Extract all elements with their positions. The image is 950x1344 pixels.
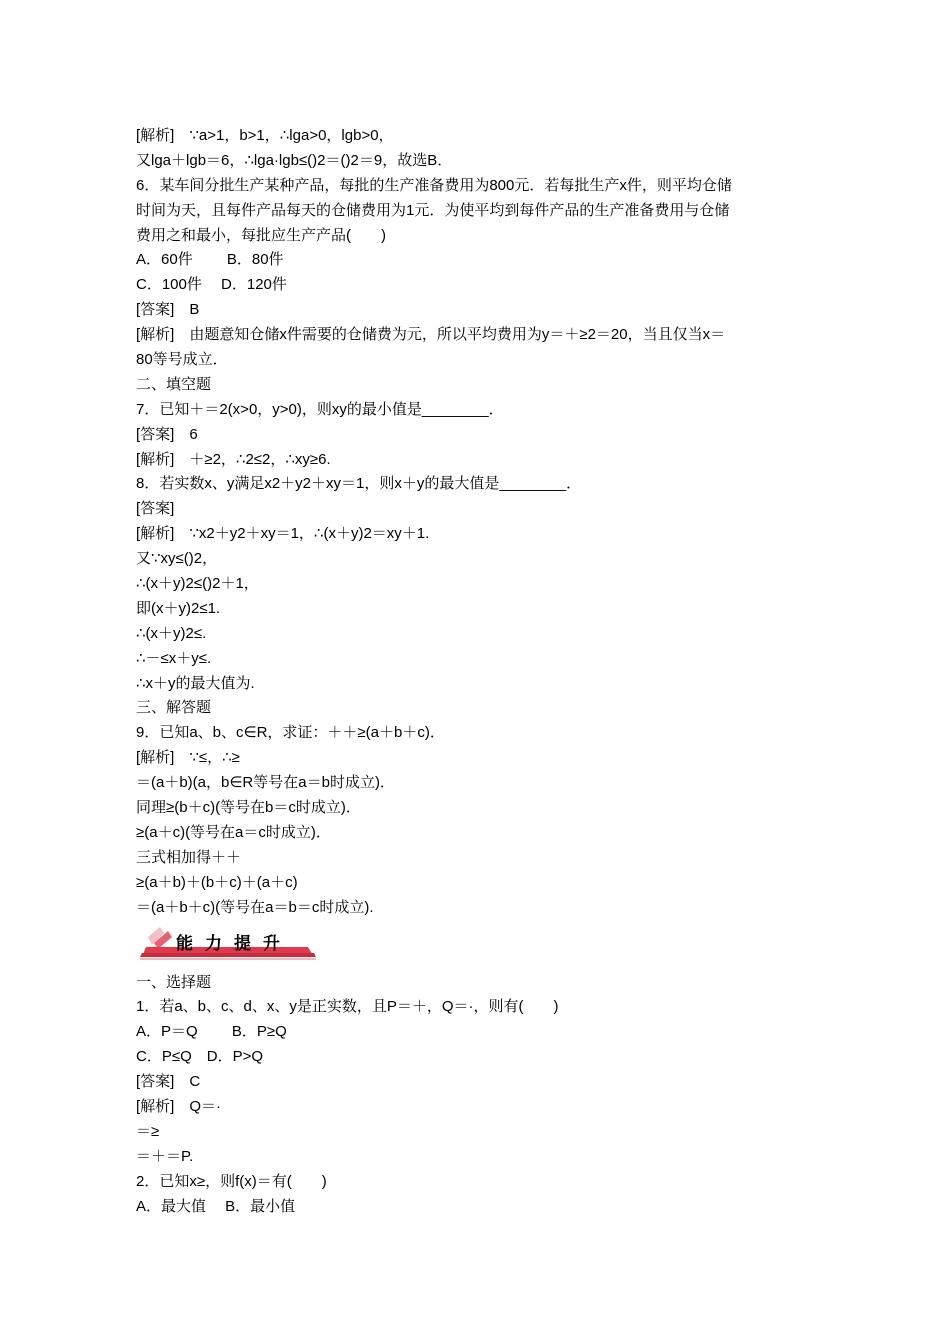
text-line: A．最大值 B．最小值: [136, 1197, 296, 1215]
document-content: [136, 124, 818, 1219]
text-line: [解析] ∵x2＋y2＋xy＝1，∴(x＋y)2＝xy＋1.: [136, 525, 430, 543]
text-line: 80等号成立．: [136, 351, 228, 369]
top-section: [136, 124, 818, 921]
text-line: ≥(a＋c)(等号在a＝c时成立)．: [136, 823, 331, 841]
text-line: 7．已知＋＝2(x>0，y>0)，则xy的最小值是________．: [136, 400, 504, 418]
text-line: ∴－≤x＋y≤.: [136, 649, 212, 667]
text-line: 9．已知a、b、c∈R，求证：＋＋≥(a＋b＋c)．: [136, 724, 445, 742]
text-line: 时间为天，且每件产品每天的仓储费用为1元．为使平均到每件产品的生产准备费用与仓储: [136, 201, 730, 219]
text-line: A．P＝Q B．P≥Q: [136, 1023, 287, 1041]
text-line: [答案] B: [136, 301, 200, 319]
text-line: [答案]: [136, 500, 175, 518]
text-line: 费用之和最小，每批应生产产品( ): [136, 226, 386, 244]
text-line: [解析] ∵a>1，b>1，∴lga>0，lgb>0，: [136, 127, 394, 144]
bottom-section: [136, 971, 818, 1220]
text-line: 又lga＋lgb＝6，∴lga·lgb≤()2＝()2＝9，故选B．: [136, 151, 453, 169]
text-line: ＝＋＝P.: [136, 1147, 194, 1165]
text-line: 同理≥(b＋c)(等号在b＝c时成立)．: [136, 799, 361, 817]
text-line: 一、选择题: [136, 973, 212, 991]
text-line: 6．某车间分批生产某种产品，每批的生产准备费用为800元．若每批生产x件，则平均仓储: [136, 176, 732, 194]
text-line: C．100件 D．120件: [136, 276, 287, 294]
text-line: 8．若实数x、y满足x2＋y2＋xy＝1，则x＋y的最大值是________．: [136, 475, 582, 493]
text-line: ∴(x＋y)2≤()2＋1，: [136, 575, 259, 593]
text-line: [解析] Q＝·: [136, 1097, 221, 1115]
text-line: 即(x＋y)2≤1.: [136, 599, 221, 617]
text-line: [解析] ＋≥2，∴2≤2，∴xy≥6.: [136, 450, 331, 468]
text-line: [解析] ∵≤，∴≥: [136, 749, 240, 767]
text-line: 2．已知x≥，则f(x)＝有( ): [136, 1172, 327, 1190]
text-line: [答案] C: [136, 1073, 201, 1091]
text-line: ≥(a＋b)＋(b＋c)＋(a＋c): [136, 873, 298, 891]
section-banner: [138, 923, 818, 965]
banner-title: 能力提升: [176, 933, 292, 954]
text-line: C．P≤Q D．P>Q: [136, 1048, 264, 1066]
text-line: 三、解答题: [136, 699, 212, 717]
text-line: ∴(x＋y)2≤.: [136, 624, 207, 642]
text-line: ＝(a＋b＋c)(等号在a＝b＝c时成立).: [136, 898, 374, 916]
text-line: ＝≥: [136, 1122, 160, 1140]
text-line: ∴x＋y的最大值为.: [136, 674, 255, 692]
text-line: [答案] 6: [136, 425, 198, 443]
text-line: A．60件 B．80件: [136, 251, 284, 269]
text-line: 又∵xy≤()2，: [136, 550, 218, 568]
text-line: [解析] 由题意知仓储x件需要的仓储费为元，所以平均费用为y＝＋≥2＝20，当且仅当x＝: [136, 326, 726, 344]
text-line: 二、填空题: [136, 375, 212, 393]
text-line: 1．若a、b、c、d、x、y是正实数，且P＝＋，Q＝·，则有( ): [136, 998, 559, 1016]
text-line: ＝(a＋b)(a，b∈R等号在a＝b时成立)．: [136, 774, 395, 792]
text-line: 三式相加得＋＋: [136, 848, 242, 866]
